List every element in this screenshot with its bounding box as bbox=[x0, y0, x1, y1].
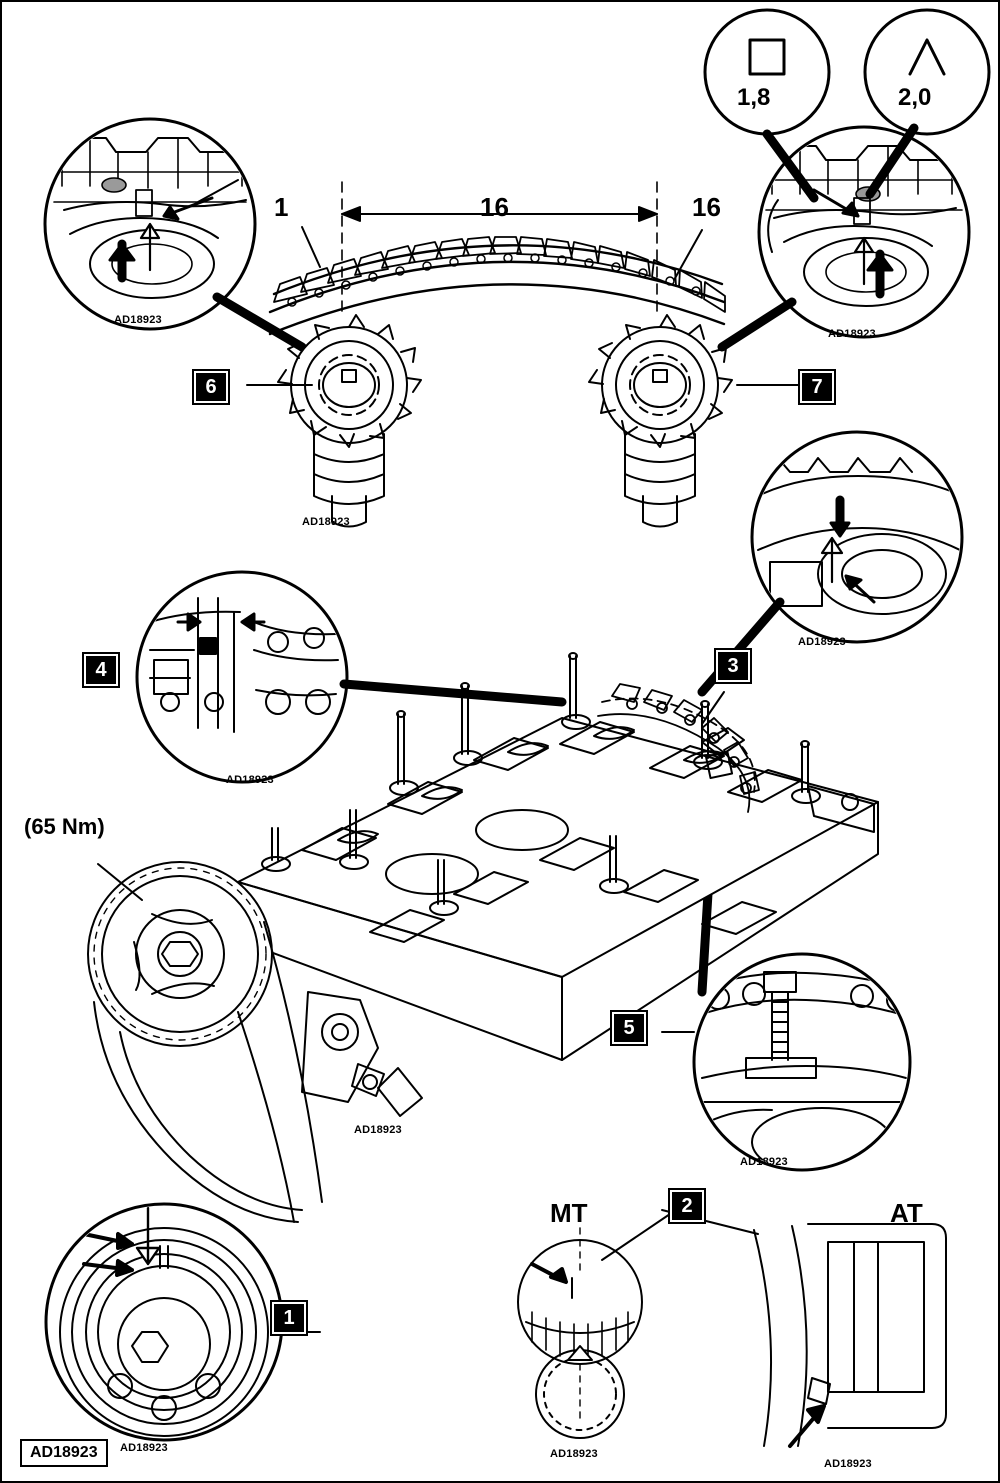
detail-tensioner-code: AD18923 bbox=[798, 636, 846, 648]
label-mt: MT bbox=[550, 1198, 588, 1228]
detail-pulley-code: AD18923 bbox=[120, 1442, 168, 1454]
chain-leader-label: 1 bbox=[274, 192, 289, 222]
detail-at-code: AD18923 bbox=[824, 1458, 872, 1470]
detail-beltwheel-code: AD18923 bbox=[354, 1124, 402, 1136]
dimension-16-right-label: 16 bbox=[692, 192, 721, 222]
detail-sprockets-code: AD18923 bbox=[302, 516, 350, 528]
detail-topright-code: AD18923 bbox=[828, 328, 876, 340]
figure-code-badge: AD18923 bbox=[20, 1439, 108, 1467]
detail-at bbox=[662, 1210, 946, 1446]
callout-1[interactable]: 1 bbox=[270, 1300, 308, 1336]
detail-mt-code: AD18923 bbox=[550, 1448, 598, 1460]
spec-angle-value: 2,0 bbox=[898, 84, 932, 111]
callout-2[interactable]: 2 bbox=[668, 1188, 706, 1224]
callout-4[interactable]: 4 bbox=[82, 652, 120, 688]
callout-7[interactable]: 7 bbox=[798, 369, 836, 405]
leader-chain bbox=[302, 227, 320, 267]
detail-mt-flywheel bbox=[518, 1228, 642, 1438]
detail-topleft-code: AD18923 bbox=[114, 314, 162, 326]
callout-6[interactable]: 6 bbox=[192, 369, 230, 405]
label-at: AT bbox=[890, 1198, 923, 1228]
leader-2 bbox=[602, 1214, 670, 1260]
spec-square-value: 1,8 bbox=[737, 84, 771, 111]
technical-illustration bbox=[2, 2, 1000, 1483]
callout-3[interactable]: 3 bbox=[714, 648, 752, 684]
callout-5[interactable]: 5 bbox=[610, 1010, 648, 1046]
detail-circle-topright bbox=[722, 127, 969, 347]
detail-bolt-code: AD18923 bbox=[740, 1156, 788, 1168]
detail-circle-topleft bbox=[45, 119, 302, 347]
torque-note: (65 Nm) bbox=[24, 814, 105, 839]
dimension-16-label: 16 bbox=[480, 192, 509, 222]
detail-chainguide-code: AD18923 bbox=[226, 774, 274, 786]
